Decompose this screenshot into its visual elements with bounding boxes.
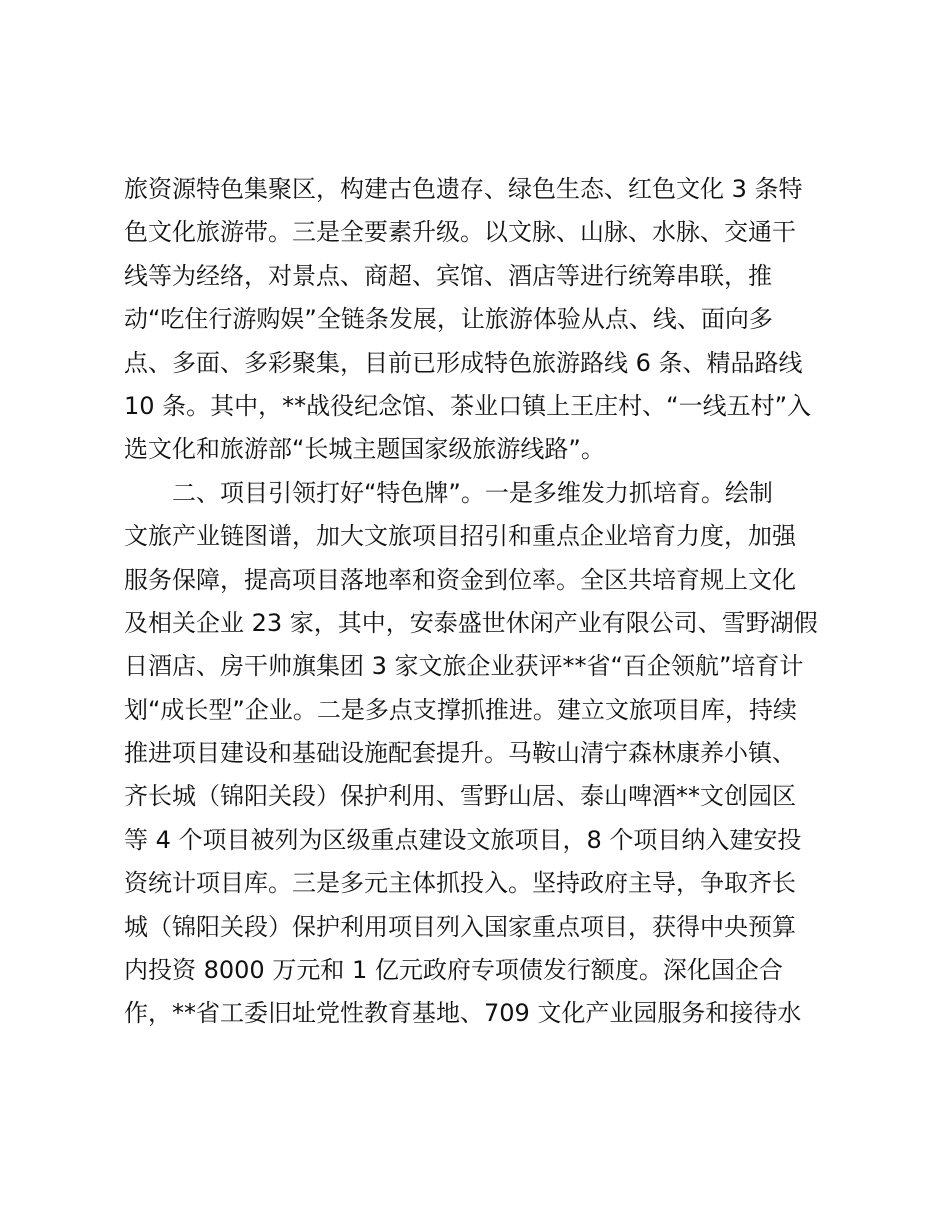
section-heading-line: 二、项目引领打好“特色牌”。一是多维发力抓培育。绘制 — [124, 478, 773, 507]
text-line: 作，**省工委旧址党性教育基地、709 文化产业园服务和接待水 — [124, 999, 802, 1028]
text-line: 齐长城（锦阳关段）保护利用、雪野山居、泰山啤酒**文创园区 — [124, 782, 796, 811]
text-line: 10 条。其中，**战役纪念馆、茶业口镇上王庄村、“一线五村”入 — [124, 391, 812, 420]
body-text — [124, 168, 844, 1036]
text-line: 色文化旅游带。三是全要素升级。以文脉、山脉、水脉、交通干 — [124, 218, 796, 247]
text-line: 推进项目建设和基础设施配套提升。马鞍山清宁森林康养小镇、 — [124, 739, 796, 768]
text-line: 服务保障，提高项目落地率和资金到位率。全区共培育规上文化 — [124, 565, 796, 594]
text-line: 及相关企业 23 家，其中，安泰盛世休闲产业有限公司、雪野湖假 — [124, 608, 818, 637]
text-line: 划“成长型”企业。二是多点支撑抓推进。建立文旅项目库，持续 — [124, 695, 797, 724]
text-line: 等 4 个项目被列为区级重点建设文旅项目，8 个项目纳入建安投 — [124, 825, 802, 854]
text-line: 动“吃住行游购娱”全链条发展，让旅游体验从点、线、面向多 — [124, 305, 773, 334]
text-line: 资统计项目库。三是多元主体抓投入。坚持政府主导，争取齐长 — [124, 869, 796, 898]
text-line: 日酒店、房干帅旗集团 3 家文旅企业获评**省“百企领航”培育计 — [124, 652, 804, 681]
text-line: 线等为经络，对景点、商超、宾馆、酒店等进行统筹串联，推 — [124, 261, 772, 290]
text-line: 文旅产业链图谱，加大文旅项目招引和重点企业培育力度，加强 — [124, 522, 796, 551]
text-line: 点、多面、多彩聚集，目前已形成特色旅游路线 6 条、精品路线 — [124, 348, 803, 377]
text-line: 选文化和旅游部“长城主题国家级旅游线路”。 — [124, 435, 605, 464]
text-line: 旅资源特色集聚区，构建古色遗存、绿色生态、红色文化 3 条特 — [124, 175, 803, 203]
text-line: 内投资 8000 万元和 1 亿元政府专项债发行额度。深化国企合 — [124, 956, 783, 985]
text-line: 城（锦阳关段）保护利用项目列入国家重点项目，获得中央预算 — [124, 912, 796, 941]
